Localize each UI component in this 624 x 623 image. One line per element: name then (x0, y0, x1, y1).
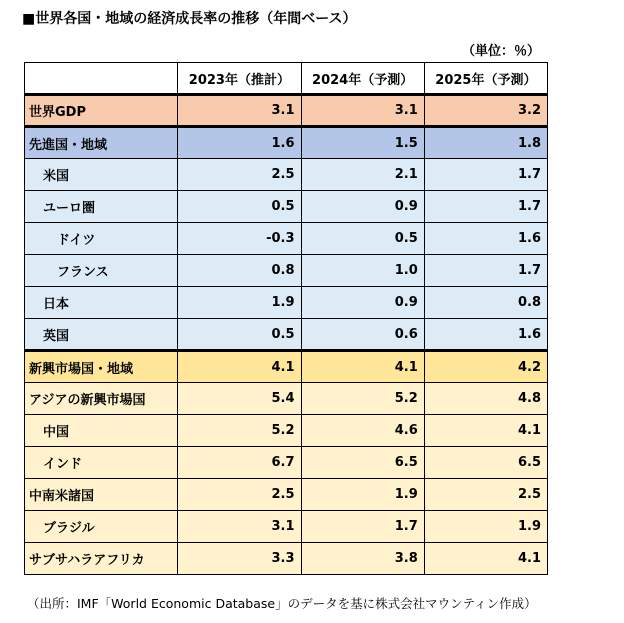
row-label: ブラジル (25, 511, 178, 543)
row-label: フランス (25, 255, 178, 287)
table-row (25, 287, 548, 319)
value-cell: 1.6 (424, 319, 547, 351)
row-label: 日本 (25, 287, 178, 319)
row-label: サブサハラアフリカ (25, 543, 178, 575)
row-label: 新興市場国・地域 (25, 351, 178, 383)
value-cell: 1.6 (424, 223, 547, 255)
header-cell-empty (25, 63, 178, 95)
source-note: （出所：IMF「World Economic Database」のデータを基に株式会社マウンティン作成） (27, 596, 537, 611)
value-cell: 4.1 (178, 351, 301, 383)
value-cell: 4.6 (301, 415, 424, 447)
value-cell: 0.8 (178, 255, 301, 287)
header-2023: 2023年（推計） (178, 63, 301, 95)
value-cell: 5.2 (178, 415, 301, 447)
row-label: ユーロ圏 (25, 191, 178, 223)
value-cell: 0.9 (301, 287, 424, 319)
value-cell: 4.2 (424, 351, 547, 383)
value-cell: 3.8 (301, 543, 424, 575)
table-row (25, 479, 548, 511)
table-row (25, 191, 548, 223)
table-row (25, 511, 548, 543)
value-cell: 5.2 (301, 383, 424, 415)
row-label: 先進国・地域 (25, 127, 178, 159)
table-row (25, 415, 548, 447)
value-cell: 1.8 (424, 127, 547, 159)
value-cell: 3.3 (178, 543, 301, 575)
table-row (25, 383, 548, 415)
value-cell: 1.7 (424, 255, 547, 287)
value-cell: 6.5 (424, 447, 547, 479)
value-cell: 3.2 (424, 95, 547, 127)
value-cell: 1.0 (301, 255, 424, 287)
value-cell: 1.6 (178, 127, 301, 159)
value-cell: 0.5 (178, 319, 301, 351)
value-cell: 1.5 (301, 127, 424, 159)
value-cell: 0.5 (178, 191, 301, 223)
unit-label: （単位：％） (461, 44, 540, 59)
row-label: 世界GDP (25, 95, 178, 127)
value-cell: 2.5 (424, 479, 547, 511)
value-cell: 0.5 (301, 223, 424, 255)
growth-table (24, 62, 548, 575)
value-cell: 0.8 (424, 287, 547, 319)
value-cell: 1.7 (424, 159, 547, 191)
row-label: 中国 (25, 415, 178, 447)
row-label: 中南米諸国 (25, 479, 178, 511)
value-cell: 2.5 (178, 159, 301, 191)
value-cell: 6.7 (178, 447, 301, 479)
header-2025: 2025年（予測） (424, 63, 547, 95)
header-row (25, 63, 548, 95)
table-row (25, 319, 548, 351)
value-cell: 1.7 (301, 511, 424, 543)
row-label: 英国 (25, 319, 178, 351)
value-cell: 6.5 (301, 447, 424, 479)
table-row (25, 255, 548, 287)
value-cell: 4.8 (424, 383, 547, 415)
value-cell: 4.1 (424, 415, 547, 447)
row-label: インド (25, 447, 178, 479)
value-cell: 1.9 (301, 479, 424, 511)
row-label: 米国 (25, 159, 178, 191)
value-cell: -0.3 (178, 223, 301, 255)
value-cell: 1.7 (424, 191, 547, 223)
value-cell: 2.1 (301, 159, 424, 191)
table-row (25, 95, 548, 127)
value-cell: 3.1 (178, 95, 301, 127)
table-row (25, 447, 548, 479)
page-title: ■世界各国・地域の経済成長率の推移（年間ベース） (22, 11, 357, 27)
table-row (25, 159, 548, 191)
value-cell: 1.9 (178, 287, 301, 319)
row-label: ドイツ (25, 223, 178, 255)
value-cell: 4.1 (301, 351, 424, 383)
value-cell: 3.1 (301, 95, 424, 127)
value-cell: 5.4 (178, 383, 301, 415)
value-cell: 0.9 (301, 191, 424, 223)
header-2024: 2024年（予測） (301, 63, 424, 95)
value-cell: 3.1 (178, 511, 301, 543)
table-row (25, 223, 548, 255)
row-label: アジアの新興市場国 (25, 383, 178, 415)
table-row (25, 127, 548, 159)
value-cell: 0.6 (301, 319, 424, 351)
table-row (25, 543, 548, 575)
value-cell: 2.5 (178, 479, 301, 511)
value-cell: 4.1 (424, 543, 547, 575)
table-row (25, 351, 548, 383)
value-cell: 1.9 (424, 511, 547, 543)
